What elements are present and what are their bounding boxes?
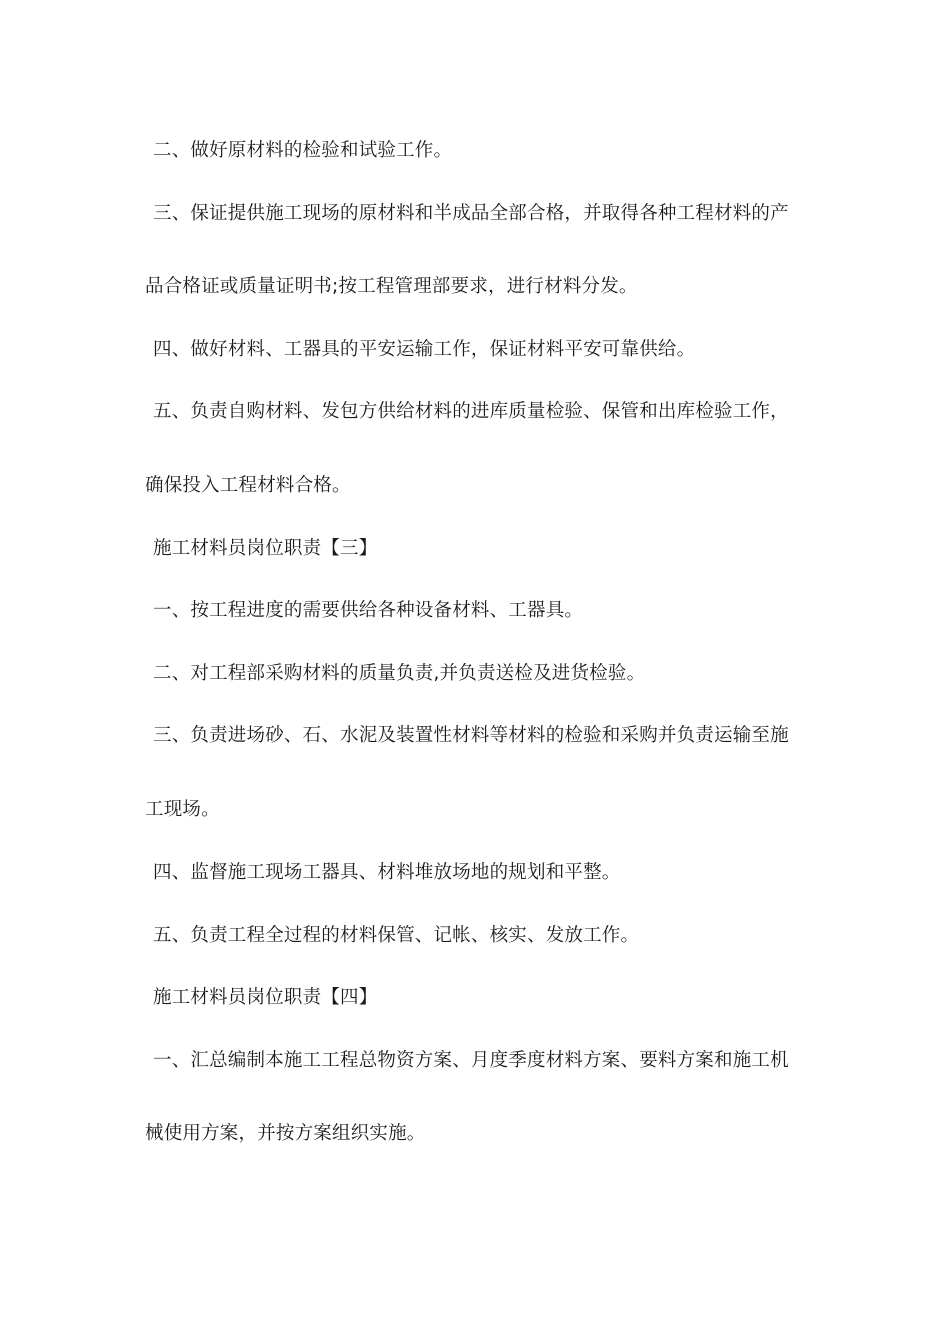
paragraph-line: 二、做好原材料的检验和试验工作。 bbox=[153, 140, 453, 161]
paragraph-line: 确保投入工程材料合格。 bbox=[145, 475, 351, 496]
paragraph-line: 三、负责进场砂、石、水泥及装置性材料等材料的检验和采购并负责运输至施 bbox=[153, 725, 789, 746]
paragraph-line: 五、负责自购材料、发包方供给材料的进库质量检验、保管和出库检验工作， bbox=[153, 401, 789, 422]
paragraph-line: 四、做好材料、工器具的平安运输工作，保证材料平安可靠供给。 bbox=[153, 339, 696, 360]
paragraph-line: 一、汇总编制本施工工程总物资方案、月度季度材料方案、要料方案和施工机 bbox=[153, 1050, 789, 1071]
paragraph-line: 四、监督施工现场工器具、材料堆放场地的规划和平整。 bbox=[153, 862, 621, 883]
paragraph-line: 三、保证提供施工现场的原材料和半成品全部合格，并取得各种工程材料的产 bbox=[153, 203, 789, 224]
paragraph-line: 品合格证或质量证明书;按工程管理部要求，进行材料分发。 bbox=[145, 276, 638, 297]
paragraph-line: 五、负责工程全过程的材料保管、记帐、核实、发放工作。 bbox=[153, 925, 640, 946]
section-heading: 施工材料员岗位职责【四】 bbox=[153, 987, 378, 1008]
section-heading: 施工材料员岗位职责【三】 bbox=[153, 538, 378, 559]
paragraph-line: 二、对工程部采购材料的质量负责,并负责送检及进货检验。 bbox=[153, 663, 646, 684]
paragraph-line: 一、按工程进度的需要供给各种设备材料、工器具。 bbox=[153, 600, 584, 621]
paragraph-line: 械使用方案，并按方案组织实施。 bbox=[145, 1123, 426, 1144]
paragraph-line: 工现场。 bbox=[145, 799, 220, 820]
